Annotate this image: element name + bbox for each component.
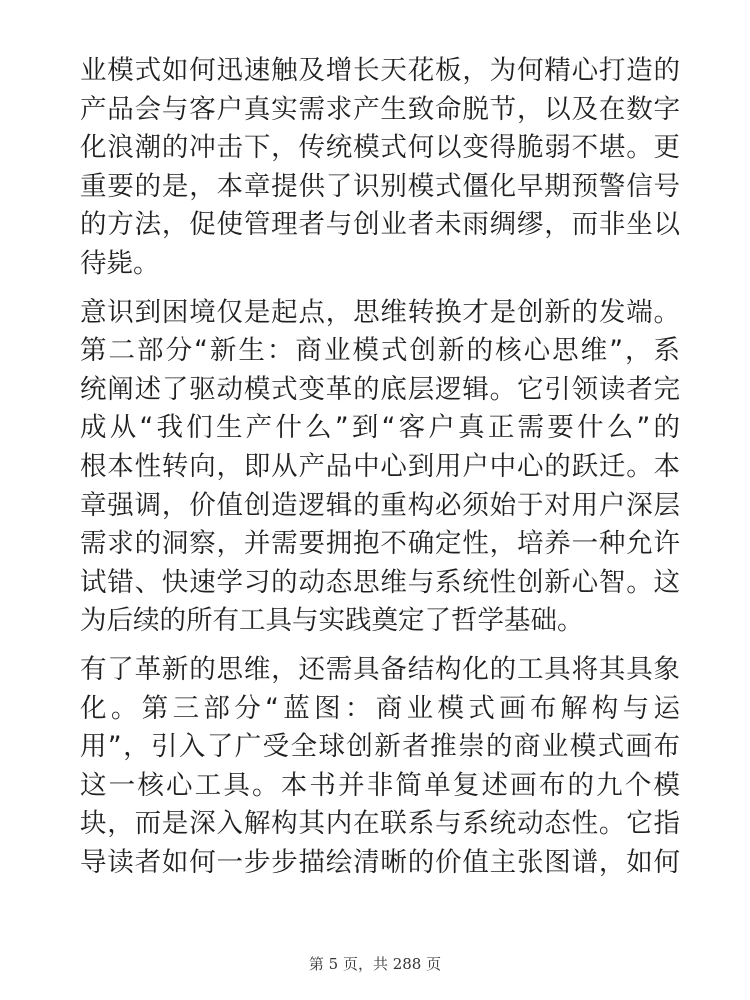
paragraph-1 bbox=[80, 52, 680, 284]
page-number-footer: 第 5 页，共 288 页 bbox=[308, 955, 442, 973]
paragraph-3 bbox=[80, 651, 680, 883]
text-line: 的方法，促使管理者与创业者未雨绸缪，而非坐以 bbox=[80, 209, 680, 241]
text-line: 业模式如何迅速触及增长天花板，为何精心打造的 bbox=[80, 55, 680, 86]
text-line: 有了革新的思维，还需具备结构化的工具将其具象 bbox=[80, 653, 680, 685]
text-line: 待毙。 bbox=[80, 247, 160, 279]
text-line: 化。第三部分“蓝图：商业模式画布解构与运 bbox=[80, 692, 680, 724]
text-line: 意识到困境仅是起点，思维转换才是创新的发端。 bbox=[80, 296, 680, 328]
paragraph-2 bbox=[80, 294, 680, 641]
text-line: 块，而是深入解构其内在联系与系统动态性。它指 bbox=[80, 808, 680, 840]
text-line: 用”，引入了广受全球创新者推崇的商业模式画布 bbox=[80, 731, 680, 763]
text-line: 导读者如何一步步描绘清晰的价值主张图谱，如何 bbox=[80, 846, 680, 878]
page-body bbox=[80, 52, 680, 892]
text-line: 成从“我们生产什么”到“客户真正需要什么”的 bbox=[80, 412, 680, 444]
text-line: 根本性转向，即从产品中心到用户中心的跃迁。本 bbox=[80, 450, 680, 482]
text-line: 产品会与客户真实需求产生致命脱节，以及在数字 bbox=[80, 93, 680, 125]
text-line: 第二部分“新生：商业模式创新的核心思维”，系 bbox=[80, 335, 680, 367]
text-line: 试错、快速学习的动态思维与系统性创新心智。这 bbox=[80, 566, 680, 598]
text-line: 需求的洞察，并需要拥抱不确定性，培养一种允许 bbox=[80, 528, 680, 560]
text-line: 重要的是，本章提供了识别模式僵化早期预警信号 bbox=[80, 170, 680, 202]
text-line: 章强调，价值创造逻辑的重构必须始于对用户深层 bbox=[80, 489, 680, 521]
text-line: 化浪潮的冲击下，传统模式何以变得脆弱不堪。更 bbox=[80, 132, 680, 164]
text-line: 统阐述了驱动模式变革的底层逻辑。它引领读者完 bbox=[80, 373, 680, 405]
text-line: 为后续的所有工具与实践奠定了哲学基础。 bbox=[80, 605, 584, 637]
text-line: 这一核心工具。本书并非简单复述画布的九个模 bbox=[80, 769, 680, 801]
